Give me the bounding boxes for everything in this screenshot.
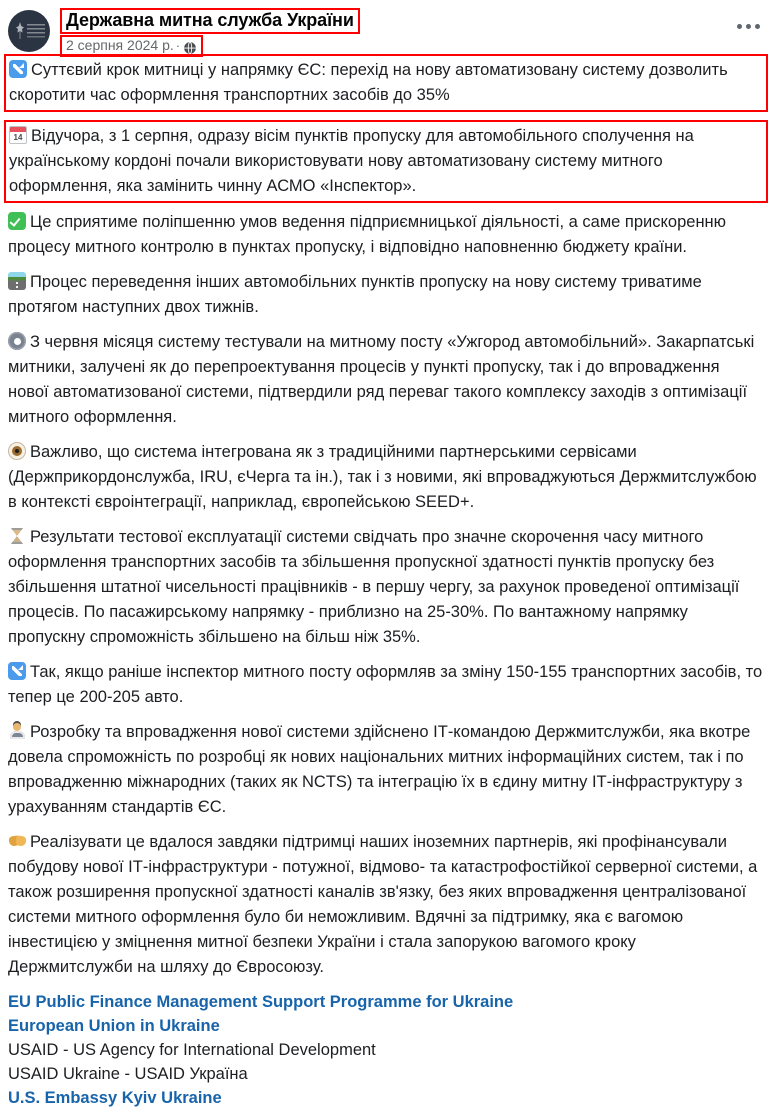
post-paragraph-4-text: Процес переведення інших автомобільних пунктів пропуску на нову систему триватиме протягом наступних двох тижнів. bbox=[8, 273, 702, 316]
post-paragraph-5 bbox=[8, 330, 764, 430]
post-paragraph-4 bbox=[8, 270, 764, 320]
post-paragraph-1 bbox=[4, 54, 768, 112]
post-paragraph-7-text: Результати тестової експлуатації системи свідчать про значне скорочення часу митного оформлення транспортних засобів та збільшення пропускної здатності пунктів пропуску без збільшення штатної чисельності працівників - в першу чергу, за рахунок проведеної оптимізації процесів. По пасажирському напрямку - приблизно на 25-30%. По вантажному напрямку пропускну спроможність збільшено на більш ніж 35%. bbox=[8, 528, 740, 646]
post-paragraph-9 bbox=[8, 720, 764, 820]
post-paragraph-9-text: Розробку та впровадження нової системи здійснено ІТ-командою Держмитслужби, яка вкотре довела спроможність по розробці як нових національних митних інформаційних систем, так і по впровадженню міжнародних (таких як NCTS) та інтеграцію їх в єдину митну ІТ-інфраструктуру з урахуванням стандартів ЄС. bbox=[8, 723, 751, 816]
tagged-link-eu-pfm[interactable]: EU Public Finance Management Support Programme for Ukraine bbox=[8, 993, 514, 1011]
post-date[interactable]: 2 серпня 2024 р. bbox=[66, 37, 174, 53]
page-name[interactable]: Державна митна служба України bbox=[66, 10, 354, 30]
post-paragraph-6-text: Важливо, що система інтегрована як з традиційними партнерськими сервісами (Держприкордонслужба, IRU, єЧерга та ін.), так і з новими, які впроваджуються Держмитслужбою в контексті євроінтеграції, наприклад, європейською SEED+. bbox=[8, 443, 757, 511]
road-icon bbox=[8, 272, 26, 290]
three-dots-menu-icon-dot-3 bbox=[755, 24, 760, 29]
handshake-icon bbox=[8, 832, 26, 850]
tagged-link-eu-in-ukraine[interactable]: European Union in Ukraine bbox=[8, 1017, 220, 1035]
post-header-text bbox=[60, 8, 360, 57]
post-header bbox=[0, 0, 772, 54]
blue-arrow-upper-right-icon bbox=[9, 60, 27, 78]
avatar[interactable] bbox=[8, 10, 50, 52]
post-paragraph-5-text: З червня місяця систему тестували на митному посту «Ужгород автомобільний». Закарпатські митники, залучені як до перепроектування процесів у пункті пропуску, так і до впровадження нової автоматизованої системи, підтвердили ряд переваг такого комплексу заходів з оптимізації митного оформлення. bbox=[8, 333, 755, 426]
tagged-link-us-embassy-kyiv[interactable]: U.S. Embassy Kyiv Ukraine bbox=[8, 1089, 222, 1107]
post-paragraph-2 bbox=[4, 120, 768, 203]
more-options-button[interactable] bbox=[733, 20, 764, 33]
post-paragraph-8 bbox=[8, 660, 764, 710]
green-check-icon bbox=[8, 212, 26, 230]
businessperson-icon bbox=[8, 722, 26, 740]
post-paragraph-3 bbox=[8, 210, 764, 260]
meta-separator: · bbox=[175, 38, 181, 53]
post-paragraph-2-text: Відучора, з 1 серпня, одразу вісім пунктів пропуску для автомобільного сполучення на українському кордоні почали використовувати нову автоматизовану систему митного оформлення, яка замінить чинну АСМО «Інспектор». bbox=[9, 127, 694, 195]
post-paragraph-6 bbox=[8, 440, 764, 515]
tagged-pages-list bbox=[0, 990, 772, 1110]
post-paragraph-3-text: Це сприятиме поліпшенню умов ведення підприємницької діяльності, а саме прискоренню процесу митного контролю в пунктах пропуску, і відповідно наповненню бюджету країни. bbox=[8, 213, 727, 256]
post-paragraph-7 bbox=[8, 525, 764, 650]
gear-icon bbox=[8, 332, 26, 350]
customs-emblem-icon bbox=[15, 22, 25, 40]
globe-public-icon[interactable] bbox=[183, 41, 197, 55]
post-paragraph-8-text: Так, якщо раніше інспектор митного посту оформляв за зміну 150-155 транспортних засобів, то тепер це 200-205 авто. bbox=[8, 663, 763, 706]
three-dots-menu-icon-dot-1 bbox=[737, 24, 742, 29]
eye-icon bbox=[8, 442, 26, 460]
blue-arrow-upper-right-icon-2 bbox=[8, 662, 26, 680]
avatar-emblem-text bbox=[27, 24, 45, 38]
post-paragraph-10-text: Реалізувати це вдалося завдяки підтримці наших іноземних партнерів, які профінансували побудову нової ІТ-інфраструктури - потужної, відмово- та катастрофостійкої серверної системи, а також розширення пропускної здатності каналів зв'язку, без яких впровадження централізованої системи митного оформлення було би неможливим. Вдячні за підтримку, яка є вагомою інвестицією у зміцнення митної безпеки України і стала запорукою вагомого кроку Держмитслужби на шляху до Євросоюзу. bbox=[8, 833, 758, 976]
page-name-highlight bbox=[60, 8, 360, 34]
tagged-link-usaid: USAID - US Agency for International Development bbox=[8, 1041, 376, 1059]
post-body bbox=[0, 54, 772, 980]
calendar-icon-day: 14 bbox=[13, 133, 23, 142]
tagged-link-usaid-ukraine: USAID Ukraine - USAID Україна bbox=[8, 1065, 248, 1083]
three-dots-menu-icon-dot-2 bbox=[746, 24, 751, 29]
calendar-icon bbox=[9, 126, 27, 144]
post-paragraph-1-text: Суттєвий крок митниці у напрямку ЄС: перехід на нову автоматизовану систему дозволить скоротити час оформлення транспортних засобів до 35% bbox=[9, 61, 728, 104]
hourglass-icon bbox=[8, 527, 26, 545]
post-paragraph-10 bbox=[8, 830, 764, 980]
